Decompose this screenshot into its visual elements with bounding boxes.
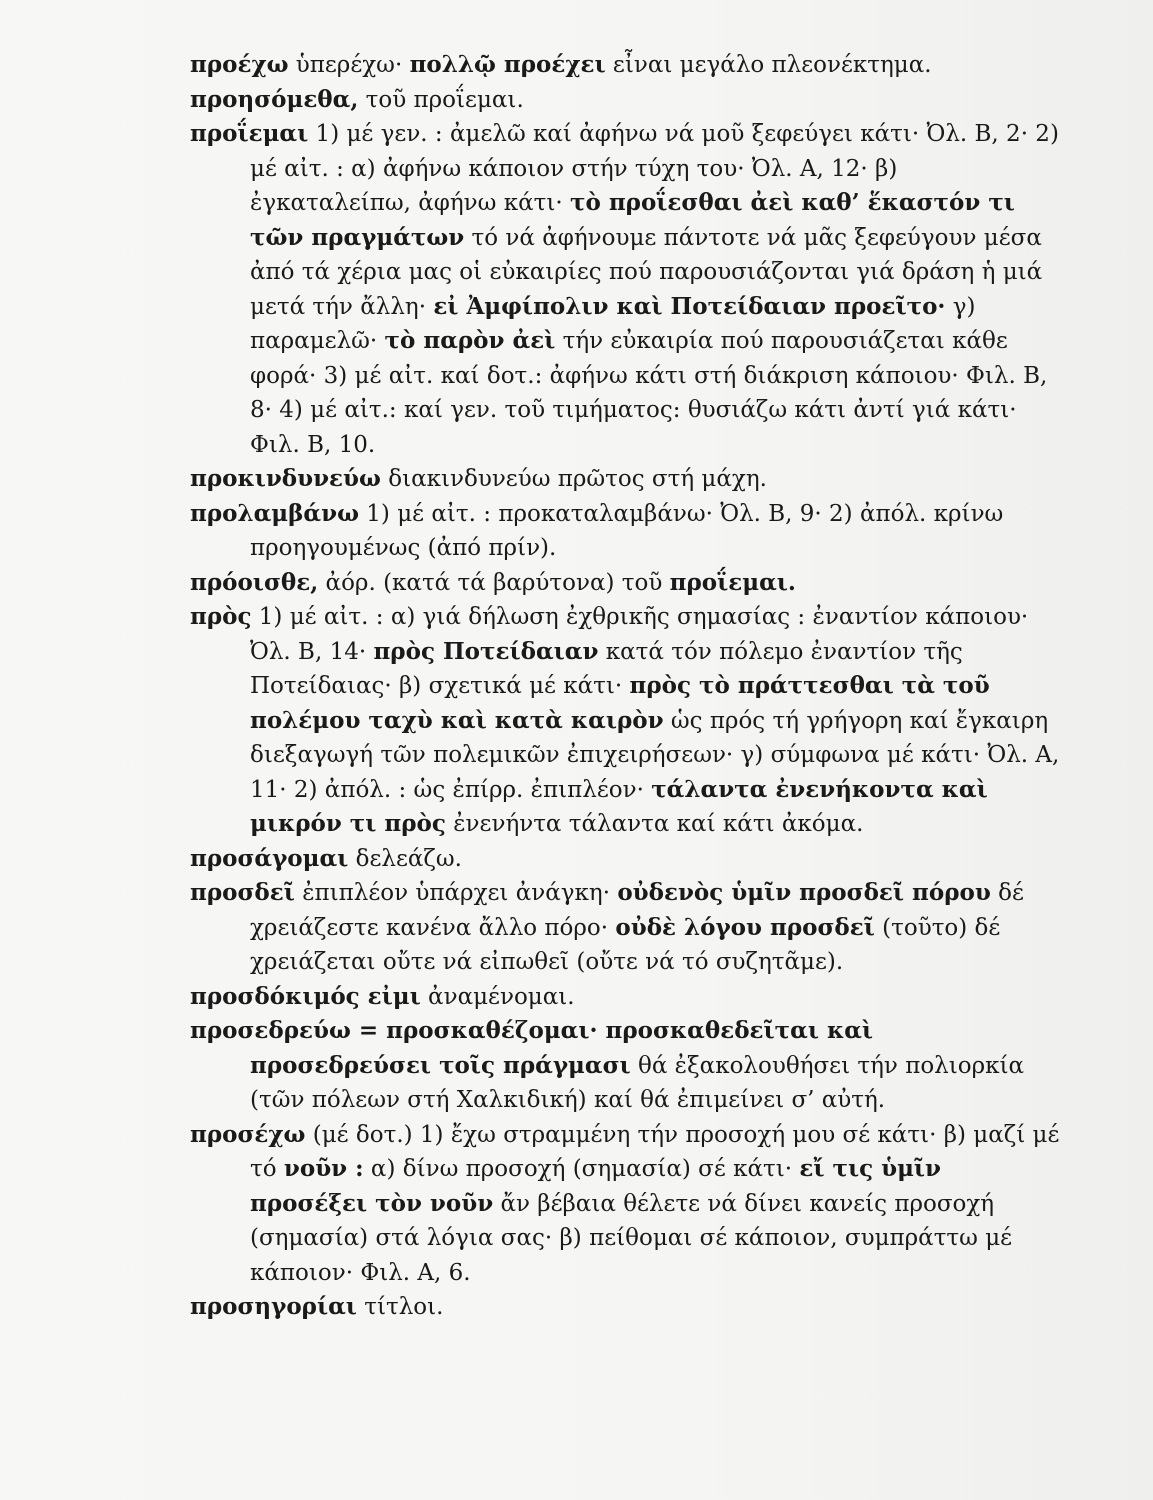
entry-definition: γ) παραμελῶ·: [250, 293, 976, 354]
entry-bold-phrase: πολλῷ προέχει: [409, 51, 606, 78]
entry-definition: 1) μέ αἰτ. : α) γιά δήλωση ἐχθρικῆς σημασίας : ἐναντίον κάποιου· Ὀλ. Β, 14·: [250, 604, 1029, 665]
entry-headword: προσέχω: [190, 1120, 306, 1148]
entry-definition: ὑπερέχω·: [288, 52, 410, 78]
dictionary-entry: [190, 1290, 1060, 1325]
entry-definition: τίτλοι.: [356, 1294, 444, 1320]
dictionary-entry: [190, 980, 1060, 1015]
entry-bold-phrase: εἰ Ἀμφίπολιν καὶ Ποτείδαιαν προεῖτο·: [433, 292, 946, 320]
entry-definition: τό νά ἀφήνουμε πάντοτε νά μᾶς ξεφεύγουν μέσα ἀπό τά χέρια μας οἱ εὐκαιρίες πού παρουσιάζονται γιά δράση ἡ μιά μετά τήν ἄλλη·: [250, 224, 1043, 320]
entry-definition: τήν εὐκαιρία πού παρουσιάζεται κάθε φορά· 3) μέ αἰτ. καί δοτ.: ἀφήνω κάτι στή διάκριση κάποιου· Φιλ. Β, 8· 4) μέ αἰτ.: καί γεν. τοῦ τιμήματος: θυσιάζω κάτι ἀντί γιά κάτι· Φιλ. Β, 10.: [250, 328, 1048, 458]
entry-definition: ὡς πρός τή γρήγορη καί ἔγκαιρη διεξαγωγή τῶν πολεμικῶν ἐπιχειρήσεων· γ) σύμφωνα μέ κάτι· Ὀλ. Α, 11· 2) ἀπόλ. : ὡς ἐπίρρ. ἐπιπλέον·: [250, 707, 1060, 803]
entry-definition: κατά τόν πόλεμο ἐναντίον τῆς Ποτείδαιας· β) σχετικά μέ κάτι·: [250, 638, 963, 699]
entry-definition: ἀναμένομαι.: [420, 983, 575, 1010]
entry-bold-phrase: πρὸς τὸ πράττεσθαι τὰ τοῦ πολέμου ταχὺ καὶ κατὰ καιρὸν: [250, 672, 990, 734]
dictionary-entry: [190, 117, 1060, 462]
entry-definition: θά ἐξακολουθήσει τήν πολιορκία (τῶν πόλεων στή Χαλκιδική) καί θά ἐπιμείνει σ’ αὐτή.: [250, 1052, 1025, 1113]
entry-bold-phrase: νοῦν :: [283, 1155, 364, 1182]
entry-definition: ἀόρ. (κατά τά βαρύτονα) τοῦ: [318, 569, 670, 596]
entry-headword: πρὸς: [190, 603, 252, 630]
entry-bold-phrase: προΐεμαι.: [669, 568, 796, 596]
dictionary-entry: [190, 1118, 1060, 1291]
entry-definition: διακινδυνεύω πρῶτος στή μάχη.: [380, 466, 767, 492]
entry-headword: προκινδυνεύω: [190, 465, 381, 492]
entry-definition: δελεάζω.: [348, 845, 462, 872]
dictionary-entry: [190, 462, 1060, 497]
entry-bold-phrase: πρὸς Ποτείδαιαν: [373, 637, 599, 665]
entry-definition: (μέ δοτ.) 1) ἔχω στραμμένη τήν προσοχή μου σέ κάτι· β) μαζί μέ τό: [250, 1121, 1060, 1182]
entry-bold-phrase: τάλαντα ἐνενήκοντα καὶ μικρόν τι πρὸς: [250, 775, 988, 837]
entry-bold-phrase: οὐδενὸς ὑμῖν προσδεῖ πόρου: [617, 879, 991, 906]
dictionary-entry: [190, 842, 1060, 877]
dictionary-entry: [190, 83, 1060, 118]
entry-definition: ἐπιπλέον ὑπάρχει ἀνάγκη·: [294, 880, 618, 906]
dictionary-entry: [190, 48, 1060, 83]
entry-bold-phrase: τὸ παρὸν ἀεὶ: [384, 327, 556, 354]
entry-bold-phrase: τὸ προΐεσθαι ἀεὶ καθ’ ἕκαστόν τι τῶν πραγμάτων: [250, 189, 1015, 251]
dictionary-entry: [190, 876, 1060, 980]
entry-headword: προσάγομαι: [190, 844, 349, 872]
entry-headword: προσδεῖ: [190, 879, 295, 906]
entry-definition: εἶναι μεγάλο πλεονέκτημα.: [605, 52, 932, 78]
entry-headword: προσεδρεύω = προσκαθέζομαι· προσκαθεδεῖται καὶ προσεδρεύσει τοῖς πράγμασι: [190, 1017, 874, 1079]
entry-bold-phrase: εἴ τις ὑμῖν προσέξει τὸν νοῦν: [250, 1155, 941, 1217]
dictionary-entry: [190, 566, 1060, 601]
entry-headword: πρόοισθε,: [190, 568, 319, 596]
entry-headword: προησόμεθα,: [190, 85, 359, 113]
entry-headword: προΐεμαι: [190, 120, 309, 147]
dictionary-entry: [190, 1014, 1060, 1118]
entry-headword: προσδόκιμός εἰμι: [190, 982, 421, 1010]
entry-bold-phrase: οὐδὲ λόγου προσδεῖ: [615, 913, 875, 941]
entry-headword: προλαμβάνω: [190, 499, 359, 527]
entry-definition: α) δίνω προσοχή (σημασία) σέ κάτι·: [363, 1156, 800, 1182]
entry-definition: 1) μέ αἰτ. : προκαταλαμβάνω· Ὀλ. Β, 9· 2) ἀπόλ. κρίνω προηγουμένως (ἀπό πρίν).: [250, 500, 1004, 561]
entry-headword: προσηγορίαι: [190, 1293, 357, 1320]
entry-definition: τοῦ προΐεμαι.: [358, 86, 524, 113]
dictionary-entries: [190, 48, 1060, 1325]
entry-definition: δέ χρειάζεστε κανένα ἄλλο πόρο·: [250, 880, 1024, 941]
dictionary-entry: [190, 600, 1060, 842]
dictionary-entry: [190, 497, 1060, 566]
entry-definition: 1) μέ γεν. : ἀμελῶ καί ἀφήνω νά μοῦ ξεφεύγει κάτι· Ὀλ. Β, 2· 2) μέ αἰτ. : α) ἀφήνω κάποιον στήν τύχη του· Ὀλ. Α, 12· β) ἐγκαταλείπω, ἀφήνω κάτι·: [250, 121, 1059, 216]
entry-definition: ἄν βέβαια θέλετε νά δίνει κανείς προσοχή (σημασία) στά λόγια σας· β) πείθομαι σέ κάποιον, συμπράττω μέ κάποιον· Φιλ. Α, 6.: [250, 1190, 1013, 1286]
entry-headword: προέχω: [190, 51, 289, 78]
entry-definition: (τοῦτο) δέ χρειάζεται οὔτε νά εἰπωθεῖ (οὔτε νά τό συζητᾶμε).: [250, 914, 1001, 975]
entry-definition: ἐνενήντα τάλαντα καί κάτι ἀκόμα.: [445, 811, 864, 837]
